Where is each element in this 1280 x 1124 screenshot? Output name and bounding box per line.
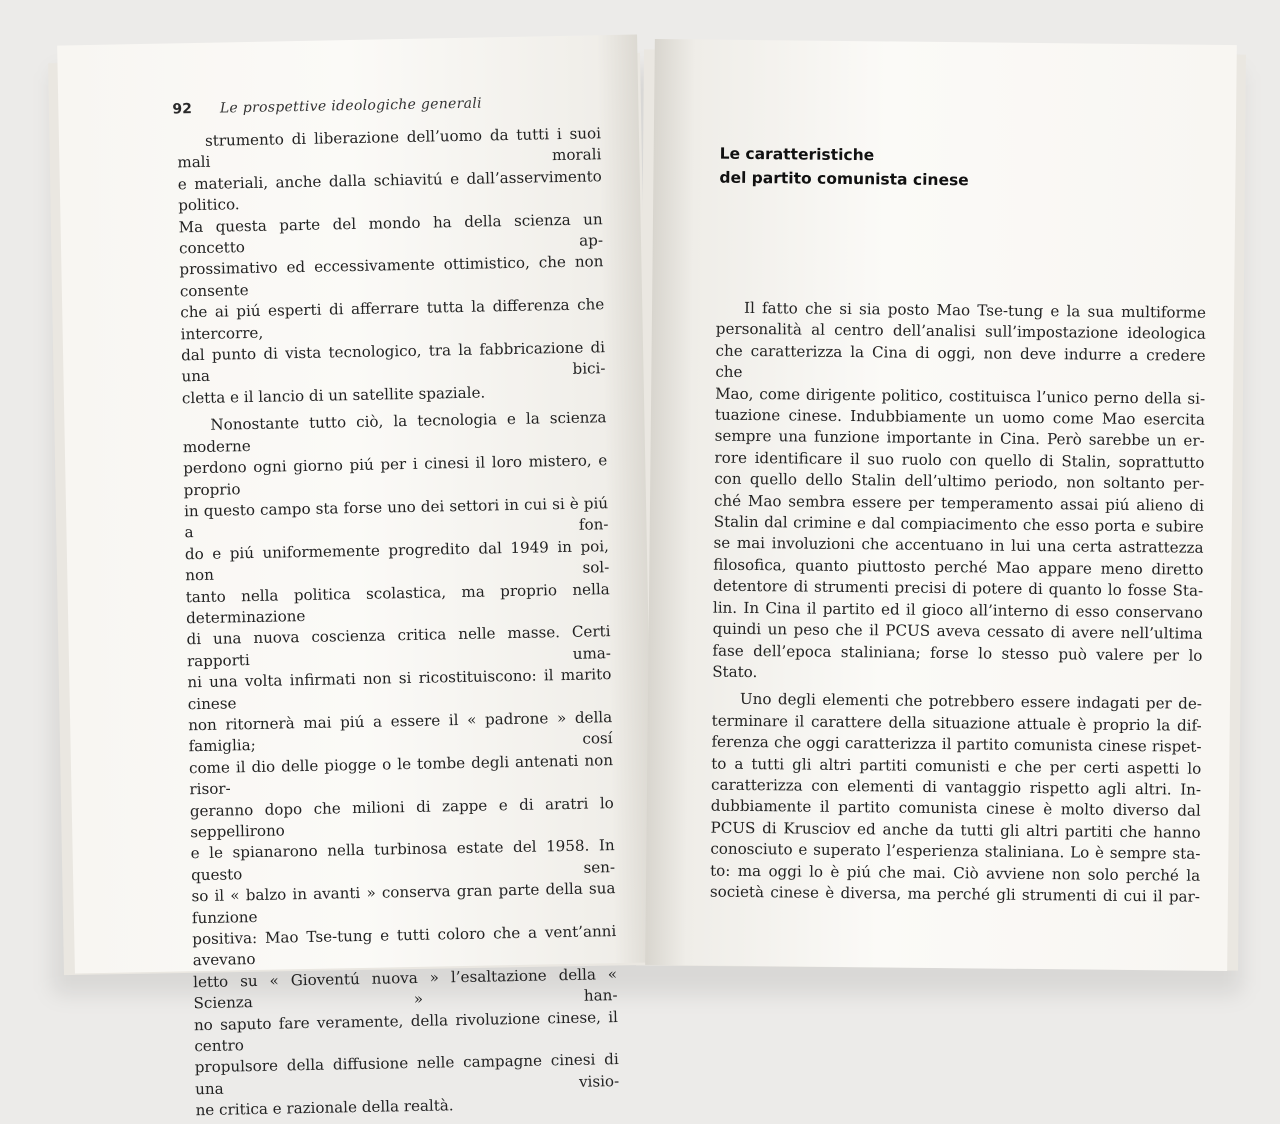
text-line: quindi un peso che il PCUS aveva cessato di avere nell’ultima [712,619,1203,643]
text-line: se mai involuzioni che accentuano in lui una certa astrattezza [713,534,1204,558]
text-line: lin. In Cina il partito ed il gioco all’interno di esso conservano [712,598,1203,622]
text-line: prossimativo ed eccessivamente ottimistico, che non consente [179,252,604,301]
text-line: dubbiamente il partito comunista cinese è molto diverso dal [710,796,1201,821]
text-line: PCUS di Krusciov ed anche da tutti gli altri partiti che hanno [710,818,1201,842]
text-line: do e piú uniformemente progredito dal 1949 in poi, non sol- [184,536,610,585]
text-line: ferenza che oggi caratterizza il partito comunista cinese rispet- [711,732,1202,756]
text-line: strumento di liberazione dell’uomo da tutti i suoi mali morali [177,124,602,172]
text-line: con quello dello Stalin dell’ultimo periodo, non soltanto per- [714,469,1205,494]
right-page-body [710,298,1206,908]
text-line: personalità al centro dell’analisi sull’impostazione ideologica [715,320,1206,344]
text-line: che caratterizza la Cina di oggi, non deve indurre a credere che [715,341,1206,382]
text-line: filosofica, quanto piuttosto perché Mao appare meno diretto [713,555,1204,579]
text-line: Mao, come dirigente politico, costituisca l’unico perno della si- [715,384,1206,408]
right-page [645,39,1237,971]
text-line: Stato. [712,662,758,681]
section-title-line-1: Le caratteristiche [719,144,875,165]
text-line: Ma questa parte del mondo ha della scienza un concetto ap- [178,209,604,258]
text-line: Il fatto che si sia posto Mao Tse-tung e la sua multiforme [743,298,1207,322]
text-line: sempre una funzione importante in Cina. Però sarebbe un er- [714,427,1205,451]
left-page-body [177,123,620,1122]
section-title-line-2: del partito comunista cinese [719,168,969,190]
text-line: to: ma oggi lo è piú che mai. Ciò avviene non solo perché la [710,861,1201,885]
text-line: no saputo fare veramente, della rivoluzione cinese, il centro [193,1007,619,1056]
text-line: e le spianarono nella turbinosa estate del 1958. In questo sen- [190,836,616,885]
text-line: che ai piú esperti di afferrare tutta la differenza che intercorre, [180,295,605,343]
text-line: conosciuto e superato l’esperienza staliniana. Lo è sempre sta- [710,839,1201,863]
text-line: caratterizza con elementi di vantaggio rispetto agli altri. In- [710,775,1202,799]
text-line: to a tutti gli altri partiti comunisti e che per certi aspetti lo [711,754,1202,778]
text-line: terminare il carattere della situazione attuale è proprio la dif- [711,711,1202,735]
text-line: cletta e il lancio di un satellite spaziale. [181,383,486,408]
text-line: tanto nella politica scolastica, ma proprio nella determinazione [185,579,610,628]
text-line: ne critica e razionale della realtà. [195,1096,454,1120]
page-number: 92 [172,101,193,118]
text-line: ni una volta infirmati non si ricostituiscono: il marito cinese [187,665,612,713]
text-line: società cinese è diversa, ma perché gli strumenti di cui il par- [709,882,1201,906]
text-line: dal punto di vista tecnologico, tra la fabbricazione di una bici- [180,338,606,386]
text-line: di una nuova coscienza critica nelle masse. Certi rapporti uma- [186,622,612,671]
text-line: so il « balzo in avanti » conserva gran parte della sua funzione [191,879,616,927]
text-line: Uno degli elementi che potrebbero essere indagati per de- [739,690,1203,714]
text-line: rore identificare il suo ruolo con quello di Stalin, soprattutto [714,448,1205,472]
text-line: perdono ogni giorno piú per i cinesi il loro mistero, e proprio [183,451,608,499]
text-line: tuazione cinese. Indubbiamente un uomo come Mao esercita [714,405,1206,429]
text-line: Stalin dal crimine e dal compiacimento che esso porta e subire [713,512,1204,536]
text-line: detentore di strumenti precisi di potere di quanto lo fosse Sta- [713,576,1204,601]
text-line: Nonostante tutto ciò, la tecnologia e la scienza moderne [182,408,607,456]
text-line: fase dell’epoca staliniana; forse lo stesso può valere per lo [712,641,1203,665]
text-line: geranno dopo che milioni di zappe e di aratri lo seppellirono [189,793,614,842]
text-line: in questo campo sta forse uno dei settori in cui si è piú a fon- [183,494,609,542]
text-line: ché Mao sembra essere per temperamento assai piú alieno di [713,491,1205,515]
text-line: propulsore della diffusione nelle campagne cinesi di una visio- [194,1050,620,1099]
running-head: Le prospettive ideologiche generali [219,95,483,117]
text-line: positiva: Mao Tse-tung e tutti coloro che a vent’anni avevano [192,922,617,970]
text-line: non ritornerà mai piú a essere il « padrone » della famiglia; cosí [188,708,613,756]
left-page [57,35,655,1120]
text-line: come il dio delle piogge o le tombe degli antenati non risor- [188,750,614,799]
text-line: e materiali, anche dalla schiavitú e dall’asservimento politico. [177,167,602,215]
text-line: letto su « Gioventú nuova » l’esaltazione della « Scienza » han- [192,964,618,1013]
